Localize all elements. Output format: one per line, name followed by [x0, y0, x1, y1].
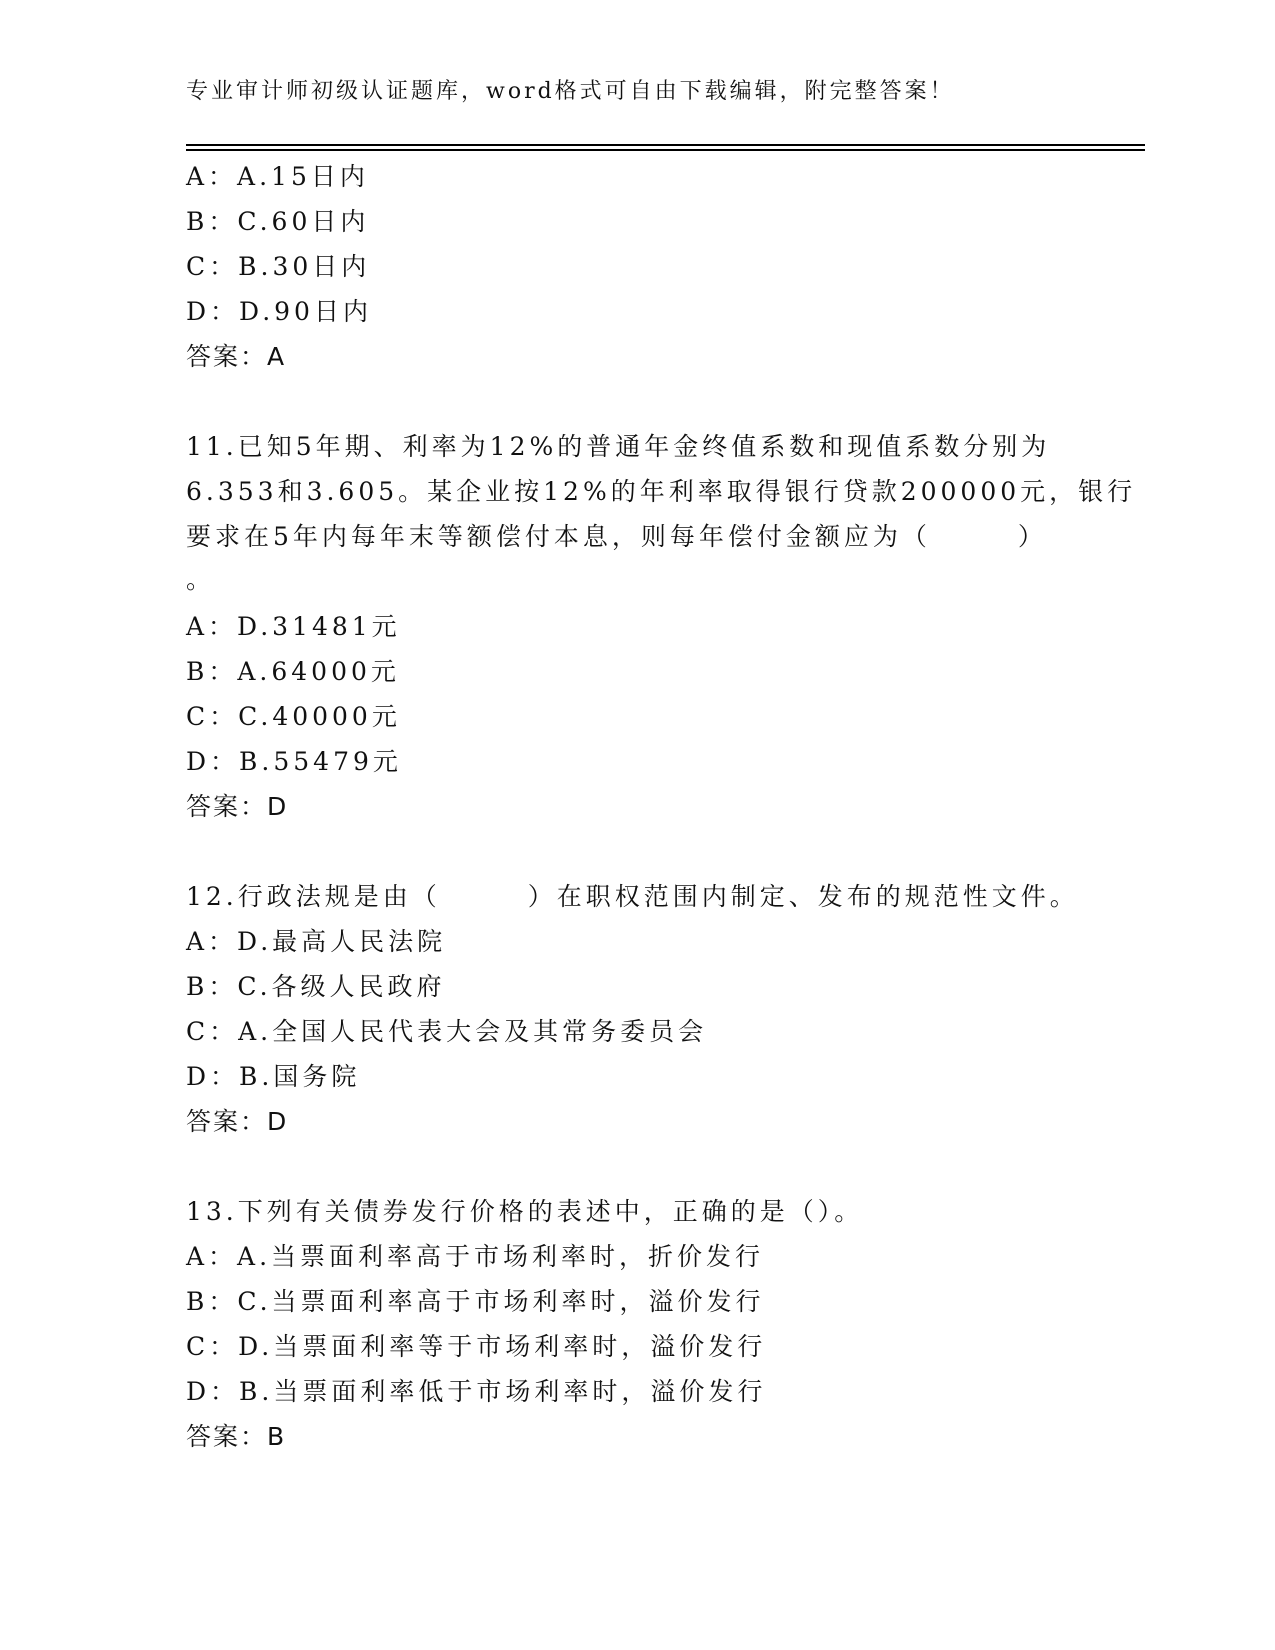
q11-option-a: A：D.31481元 [186, 612, 401, 641]
q11-option-c: C：C.40000元 [186, 702, 401, 731]
q12-option-d: D：B.国务院 [186, 1062, 361, 1091]
q12-stem: 12.行政法规是由（ ）在职权范围内制定、发布的规范性文件。 [186, 882, 1079, 911]
q10-option-d: D：D.90日内 [186, 297, 372, 326]
q11-stem-line-2: 6.353和3.605。某企业按12%的年利率取得银行贷款200000元，银行 [186, 477, 1137, 506]
q10-answer: 答案：A [186, 342, 287, 371]
q11-answer: 答案：D [186, 792, 289, 821]
q10-option-a: A：A.15日内 [186, 162, 369, 191]
q11-stem-line-4: 。 [186, 565, 216, 594]
page-header: 专业审计师初级认证题库，word格式可自由下载编辑，附完整答案！ [186, 79, 955, 104]
q12-option-c: C：A.全国人民代表大会及其常务委员会 [186, 1017, 708, 1046]
q11-stem-line-1: 11.已知5年期、利率为12%的普通年金终值系数和现值系数分别为 [186, 432, 1051, 461]
header-rule-bottom [186, 149, 1145, 151]
q13-stem: 13.下列有关债券发行价格的表述中，正确的是（）。 [186, 1197, 864, 1226]
header-rule-top [186, 144, 1145, 146]
q13-option-c: C：D.当票面利率等于市场利率时，溢价发行 [186, 1332, 767, 1361]
q11-option-d: D：B.55479元 [186, 747, 402, 776]
q13-answer: 答案：B [186, 1422, 287, 1451]
q12-option-a: A：D.最高人民法院 [186, 927, 447, 956]
q12-answer: 答案：D [186, 1107, 289, 1136]
q11-stem-line-3: 要求在5年内每年末等额偿付本息，则每年偿付金额应为（ ） [186, 522, 1047, 551]
q13-option-a: A：A.当票面利率高于市场利率时，折价发行 [186, 1242, 765, 1271]
q13-option-d: D：B.当票面利率低于市场利率时，溢价发行 [186, 1377, 767, 1406]
q12-option-b: B：C.各级人民政府 [186, 972, 446, 1001]
q11-option-b: B：A.64000元 [186, 657, 400, 686]
q10-option-c: C：B.30日内 [186, 252, 371, 281]
q13-option-b: B：C.当票面利率高于市场利率时，溢价发行 [186, 1287, 765, 1316]
q10-option-b: B：C.60日内 [186, 207, 370, 236]
